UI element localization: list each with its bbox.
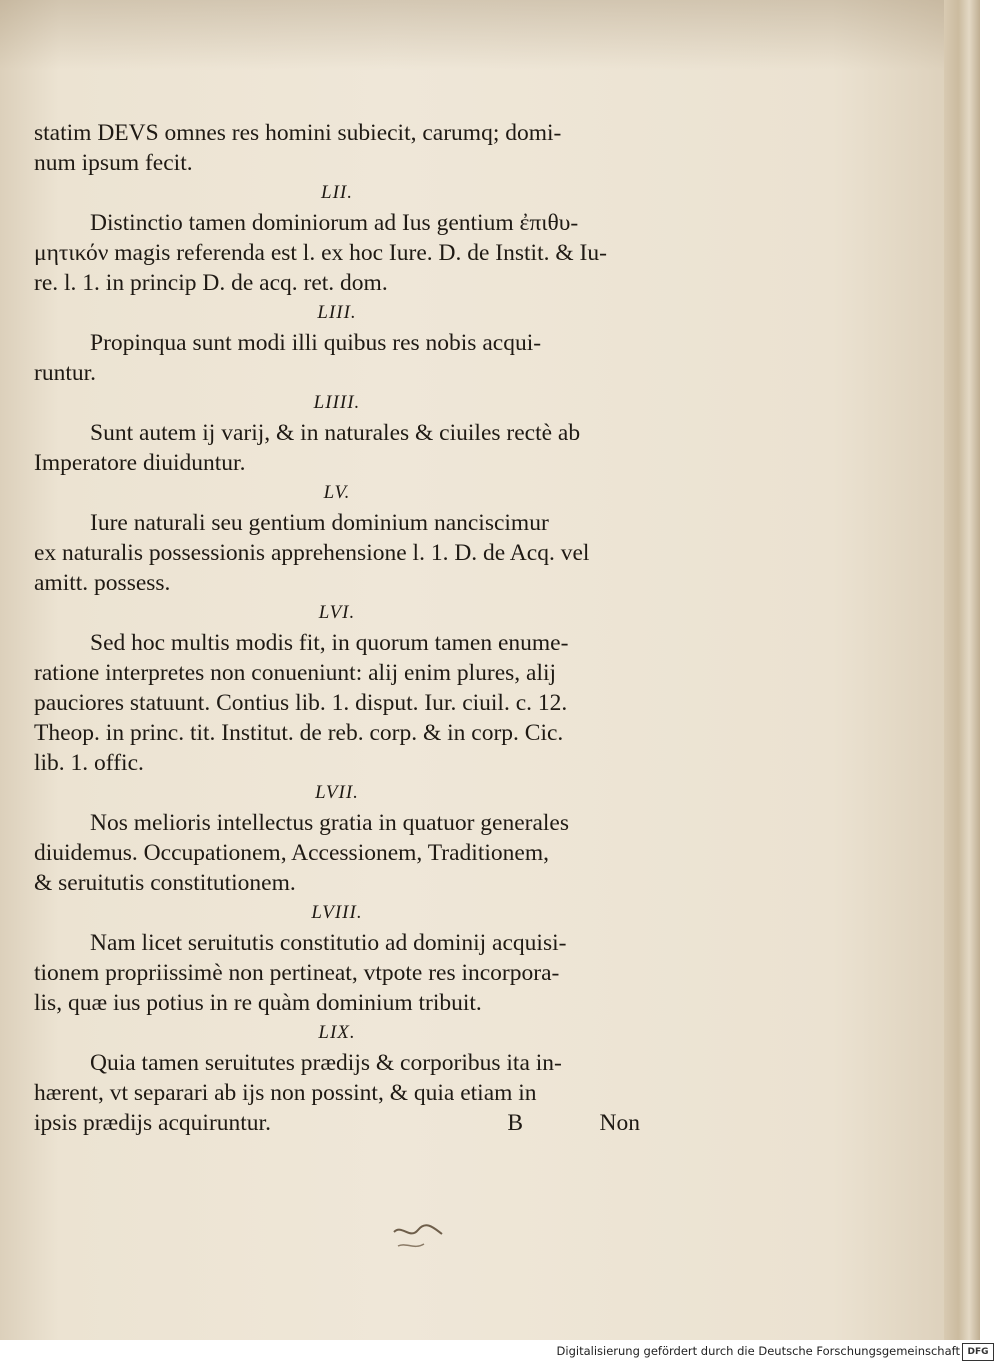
section-heading: LVI. xyxy=(318,602,356,623)
ink-smudge xyxy=(388,1218,448,1256)
body-text xyxy=(34,118,640,1138)
section-paragraph xyxy=(34,418,640,478)
text-line: ipsis prædijs acquiruntur. xyxy=(34,1110,271,1136)
text-line: lib. 1. offic. xyxy=(34,750,144,776)
section-heading: LVIII. xyxy=(311,902,363,923)
footer-credit: Digitalisierung gefördert durch die Deutsche Forschungsgemeinschaft xyxy=(556,1344,960,1358)
text-line: Imperatore diuiduntur. xyxy=(34,450,246,476)
text-line: statim DEVS omnes res homini subiecit, carumq; domi- xyxy=(34,120,562,146)
section-heading: LV. xyxy=(323,482,351,503)
text-line: Sed hoc multis modis fit, in quorum tamen enume- xyxy=(90,630,569,656)
text-line: Propinqua sunt modi illi quibus res nobis acqui- xyxy=(90,330,542,356)
section-heading: LIX. xyxy=(318,1022,356,1043)
section-paragraph xyxy=(34,1048,640,1108)
text-line: num ipsum fecit. xyxy=(34,150,193,176)
section-heading: LIIII. xyxy=(313,392,361,413)
footer-bar xyxy=(0,1340,1000,1364)
section-paragraph xyxy=(34,508,640,598)
text-line: re. l. 1. in princip D. de acq. ret. dom. xyxy=(34,270,388,296)
dfg-logo: DFG xyxy=(962,1343,994,1361)
text-line: hærent, vt separari ab ijs non possint, & quia etiam in xyxy=(34,1080,537,1106)
page-shadow xyxy=(0,0,980,70)
page-edge xyxy=(944,0,980,1340)
text-line: μητικόν magis referenda est l. ex hoc Iure. D. de Instit. & Iu- xyxy=(34,240,607,266)
text-line: Quia tamen seruitutes prædijs & corporibus ita in- xyxy=(90,1050,562,1076)
section-paragraph xyxy=(34,628,640,778)
text-line: runtur. xyxy=(34,360,97,386)
text-line: & seruitutis constitutionem. xyxy=(34,870,296,896)
section-heading: LIII. xyxy=(317,302,357,323)
section-paragraph xyxy=(34,928,640,1018)
intro-paragraph xyxy=(34,118,640,178)
text-line: Distinctio tamen dominiorum ad Ius gentium ἐπιθυ- xyxy=(90,210,579,236)
text-line: ratione interpretes non conueniunt: alij enim plures, alij xyxy=(34,660,557,686)
text-line: diuidemus. Occupationem, Accessionem, Traditionem, xyxy=(34,840,549,866)
text-line: Sunt autem ij varij, & in naturales & ciuiles rectè ab xyxy=(90,420,581,446)
text-line: pauciores statuunt. Contius lib. 1. disput. Iur. ciuil. c. 12. xyxy=(34,690,568,716)
text-line: Nam licet seruitutis constitutio ad dominij acquisi- xyxy=(90,930,567,956)
text-line: Iure naturali seu gentium dominium nanciscimur xyxy=(90,510,549,536)
text-line: Nos melioris intellectus gratia in quatuor generales xyxy=(90,810,569,836)
section-heading: LII. xyxy=(321,182,353,203)
text-line: lis, quæ ius potius in re quàm dominium tribuit. xyxy=(34,990,482,1016)
text-line: tionem propriissimè non pertineat, vtpote res incorpora- xyxy=(34,960,560,986)
section-paragraph xyxy=(34,808,640,898)
text-line: Theop. in princ. tit. Institut. de reb. corp. & in corp. Cic. xyxy=(34,720,564,746)
section-paragraph xyxy=(34,328,640,388)
text-line: ex naturalis possessionis apprehensione l. 1. D. de Acq. vel xyxy=(34,540,590,566)
catchword: Non xyxy=(599,1110,640,1136)
signature-mark: B xyxy=(507,1110,524,1136)
smudge-mark-icon xyxy=(388,1218,448,1256)
last-line xyxy=(34,1108,640,1138)
text-line: amitt. possess. xyxy=(34,570,171,596)
section-heading: LVII. xyxy=(315,782,359,803)
section-paragraph xyxy=(34,208,640,298)
